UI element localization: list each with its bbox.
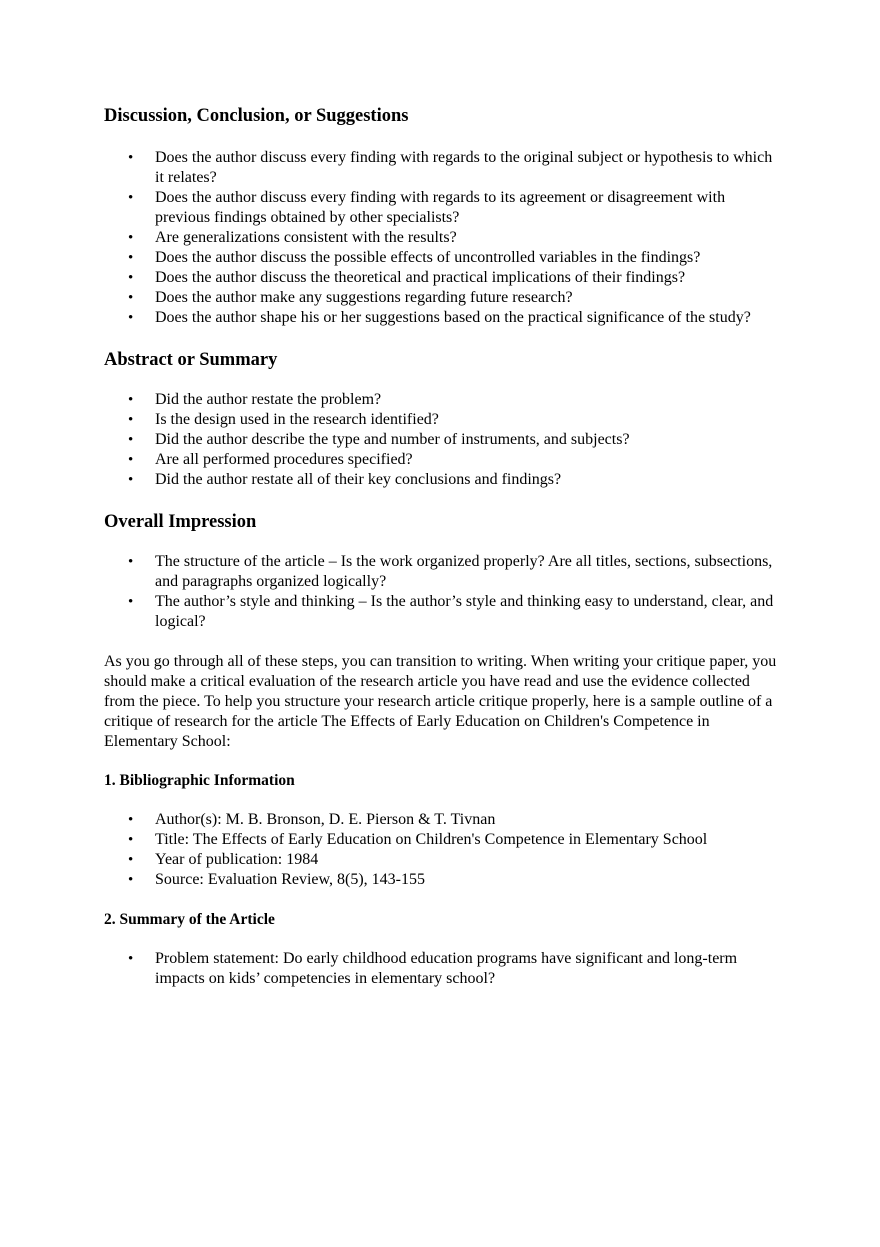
list-item: • Source: Evaluation Review, 8(5), 143-155 bbox=[104, 870, 784, 890]
discussion-list bbox=[104, 148, 784, 328]
list-item: • Did the author restate all of their key conclusions and findings? bbox=[104, 470, 784, 490]
list-item: • Does the author make any suggestions regarding future research? bbox=[104, 288, 784, 308]
bibliographic-list bbox=[104, 810, 784, 890]
list-item: • Does the author discuss the possible effects of uncontrolled variables in the findings? bbox=[104, 248, 784, 268]
abstract-heading: Abstract or Summary bbox=[104, 350, 278, 370]
list-item: • Are generalizations consistent with the results? bbox=[104, 228, 784, 248]
list-item: • Year of publication: 1984 bbox=[104, 850, 784, 870]
list-item: • Are all performed procedures specified? bbox=[104, 450, 784, 470]
summary-heading: 2. Summary of the Article bbox=[104, 911, 275, 928]
list-item: • Does the author discuss every finding with regards to its agreement or disagreement with previous findings obtained by other specialists? bbox=[104, 188, 784, 228]
discussion-heading: Discussion, Conclusion, or Suggestions bbox=[104, 106, 409, 126]
list-item: • The author’s style and thinking – Is the author’s style and thinking easy to understand, clear, and logical? bbox=[104, 592, 784, 632]
list-item: • Does the author discuss every finding with regards to the original subject or hypothesis to which it relates? bbox=[104, 148, 784, 188]
list-item: • Title: The Effects of Early Education on Children's Competence in Elementary School bbox=[104, 830, 784, 850]
list-item: • The structure of the article – Is the work organized properly? Are all titles, sections, subsections, and paragraphs organized logically? bbox=[104, 552, 784, 592]
list-item: • Did the author describe the type and number of instruments, and subjects? bbox=[104, 430, 784, 450]
list-item: • Problem statement: Do early childhood education programs have significant and long-term impacts on kids’ competencies in elementary school? bbox=[104, 949, 784, 989]
list-item: • Did the author restate the problem? bbox=[104, 390, 784, 410]
list-item: • Does the author shape his or her suggestions based on the practical significance of the study? bbox=[104, 308, 784, 328]
overall-impression-list bbox=[104, 552, 784, 632]
transition-paragraph: As you go through all of these steps, you can transition to writing. When writing your critique paper, you should make a critical evaluation of the research article you have read and use the evidence collected from the piece. To help you structure your research article critique properly, here is a sample outline of a critique of research for the article The Effects of Early Education on Children's Competence in Elementary School: bbox=[104, 653, 777, 750]
overall-impression-heading: Overall Impression bbox=[104, 512, 257, 532]
list-item: • Author(s): M. B. Bronson, D. E. Pierson & T. Tivnan bbox=[104, 810, 784, 830]
summary-list bbox=[104, 949, 784, 989]
list-item: • Is the design used in the research identified? bbox=[104, 410, 784, 430]
bibliographic-heading: 1. Bibliographic Information bbox=[104, 772, 295, 789]
list-item: • Does the author discuss the theoretical and practical implications of their findings? bbox=[104, 268, 784, 288]
abstract-list bbox=[104, 390, 784, 490]
page-content bbox=[104, 104, 784, 989]
